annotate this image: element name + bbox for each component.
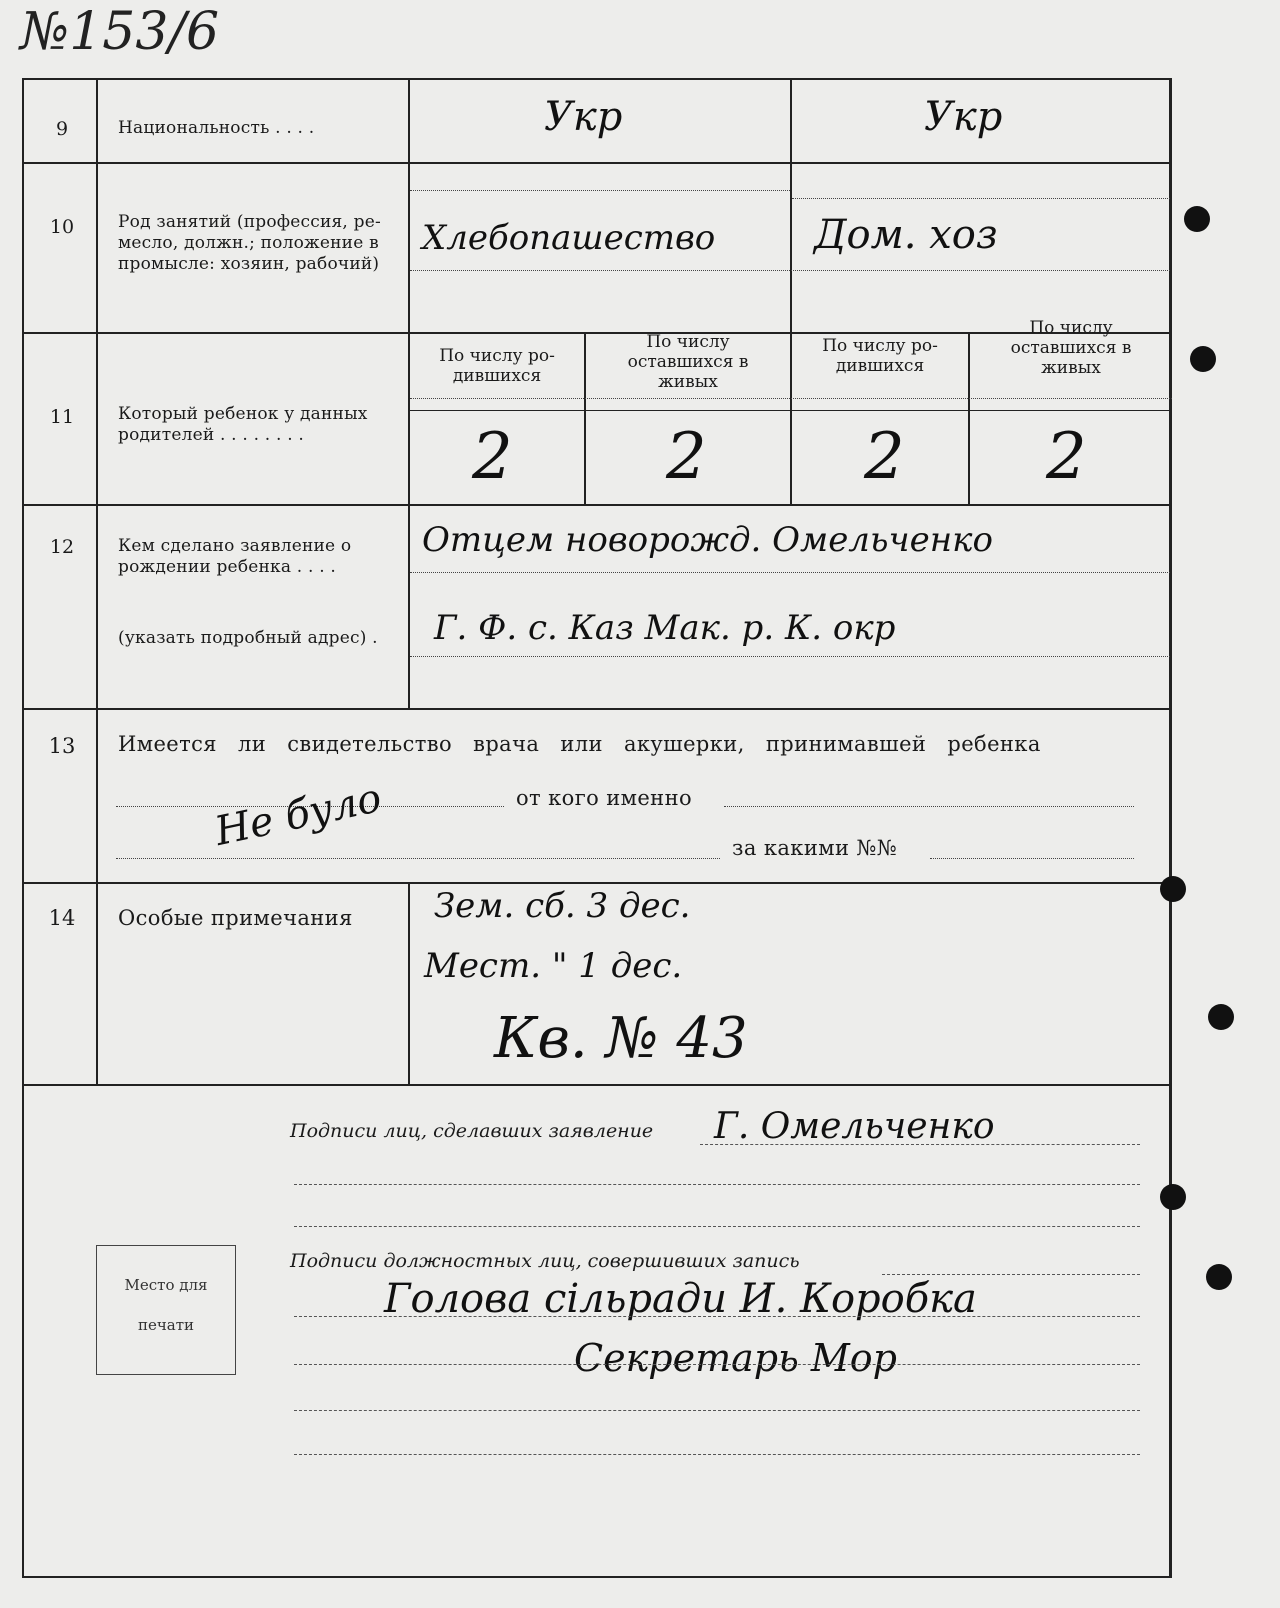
mother-occupation: Дом. хоз bbox=[814, 212, 998, 258]
mother-nationality: Укр bbox=[924, 94, 1003, 140]
binding-hole bbox=[1160, 1184, 1186, 1210]
row-number: 14 bbox=[48, 906, 76, 930]
dotted-guide bbox=[410, 270, 1170, 271]
occupation-label-line: промысле: хозяин, рабочий) bbox=[118, 254, 380, 274]
number-column-divider bbox=[96, 80, 98, 1084]
mother-born-count: 2 bbox=[864, 420, 905, 494]
numbers-label: за какими №№ bbox=[732, 836, 897, 860]
father-occupation: Хлебопашество bbox=[422, 218, 716, 258]
declarant-label-line: рождении ребенка . . . . bbox=[118, 557, 337, 577]
nationality-label: Национальность . . . . bbox=[118, 118, 315, 138]
applicants-signature: Г. Омельченко bbox=[714, 1106, 995, 1147]
signature-line bbox=[294, 1364, 1140, 1365]
signature-line bbox=[294, 1226, 1140, 1227]
subheader-living: По числу оставшихся в живых bbox=[627, 332, 749, 392]
subheader-born: По числу ро- дившихся bbox=[439, 346, 555, 386]
stamp-placeholder-box bbox=[96, 1245, 236, 1375]
row-divider bbox=[24, 78, 1169, 80]
special-note-line: Зем. сб. 3 дес. bbox=[434, 886, 691, 926]
certificate-answer: Не було bbox=[211, 774, 386, 856]
father-nationality: Укр bbox=[544, 94, 623, 140]
binding-hole bbox=[1190, 346, 1216, 372]
signature-line bbox=[294, 1316, 1140, 1317]
row-divider bbox=[24, 1084, 1169, 1086]
row-divider bbox=[24, 882, 1169, 884]
row-number: 10 bbox=[49, 216, 75, 238]
mother-living-count: 2 bbox=[1046, 420, 1087, 494]
child-order-label-line: Который ребенок у данных bbox=[118, 404, 368, 424]
label-column-divider bbox=[408, 80, 410, 708]
dotted-guide bbox=[410, 398, 1172, 399]
row-number: 11 bbox=[49, 406, 75, 428]
row-number: 13 bbox=[48, 734, 76, 758]
signature-line bbox=[882, 1274, 1140, 1275]
signature-line bbox=[700, 1144, 1140, 1145]
row-divider bbox=[24, 162, 1169, 164]
applicants-signature-label: Подписи лиц, сделавших заявление bbox=[290, 1120, 654, 1142]
certificate-question: Имеется ли свидетельство врача или акушерки, принимавшей ребенка bbox=[118, 732, 1041, 756]
special-note-line: Кв. № 43 bbox=[494, 1006, 748, 1071]
row-number: 9 bbox=[55, 118, 69, 140]
dotted-guide bbox=[410, 572, 1170, 573]
dotted-guide bbox=[724, 806, 1134, 807]
subheader-living: По числу оставшихся в живых bbox=[1010, 318, 1132, 378]
occupation-label-line: Род занятий (профессия, ре- bbox=[118, 212, 381, 232]
declarant-label-line: Кем сделано заявление о bbox=[118, 536, 352, 556]
secretary-signature: Секретарь Мор bbox=[574, 1336, 897, 1380]
subheader-divider bbox=[410, 410, 1169, 411]
dotted-guide bbox=[410, 190, 790, 191]
row-number: 12 bbox=[49, 536, 75, 558]
father-living-count: 2 bbox=[666, 420, 707, 494]
occupation-label-line: месло, должн.; положение в bbox=[118, 233, 379, 253]
dotted-guide bbox=[792, 198, 1170, 199]
dotted-guide bbox=[410, 656, 1170, 657]
dotted-guide bbox=[930, 858, 1134, 859]
archive-corner-note: №153/6 bbox=[20, 2, 220, 62]
label-column-divider bbox=[408, 882, 410, 1084]
binding-hole bbox=[1206, 1264, 1232, 1290]
binding-hole bbox=[1208, 1004, 1234, 1030]
subheader-born: По числу ро- дившихся bbox=[822, 336, 938, 376]
address-label: (указать подробный адрес) . bbox=[118, 628, 378, 648]
child-order-label-line: родителей . . . . . . . . bbox=[118, 425, 305, 445]
father-born-count: 2 bbox=[472, 420, 513, 494]
officials-signature: Голова сільради И. Коробка bbox=[384, 1276, 977, 1322]
stamp-placeholder-text: Место для bbox=[124, 1276, 208, 1294]
declarant-address: Г. Ф. с. Каз Мак. р. К. окр bbox=[434, 608, 896, 648]
dotted-guide bbox=[116, 858, 720, 859]
stamp-placeholder-text: печати bbox=[137, 1316, 195, 1334]
row-divider bbox=[24, 708, 1169, 710]
signature-line bbox=[294, 1454, 1140, 1455]
special-notes-label: Особые примечания bbox=[118, 906, 353, 930]
signature-line bbox=[294, 1184, 1140, 1185]
row-divider bbox=[24, 504, 1169, 506]
binding-hole bbox=[1160, 876, 1186, 902]
parents-column-divider bbox=[790, 80, 792, 504]
signature-line bbox=[294, 1410, 1140, 1411]
from-whom-label: от кого именно bbox=[516, 786, 693, 810]
declarant-name: Отцем новорожд. Омельченко bbox=[422, 520, 993, 560]
special-note-line: Мест. " 1 дес. bbox=[424, 946, 683, 986]
officials-signature-label: Подписи должностных лиц, совершивших запись bbox=[290, 1250, 800, 1272]
binding-hole bbox=[1184, 206, 1210, 232]
